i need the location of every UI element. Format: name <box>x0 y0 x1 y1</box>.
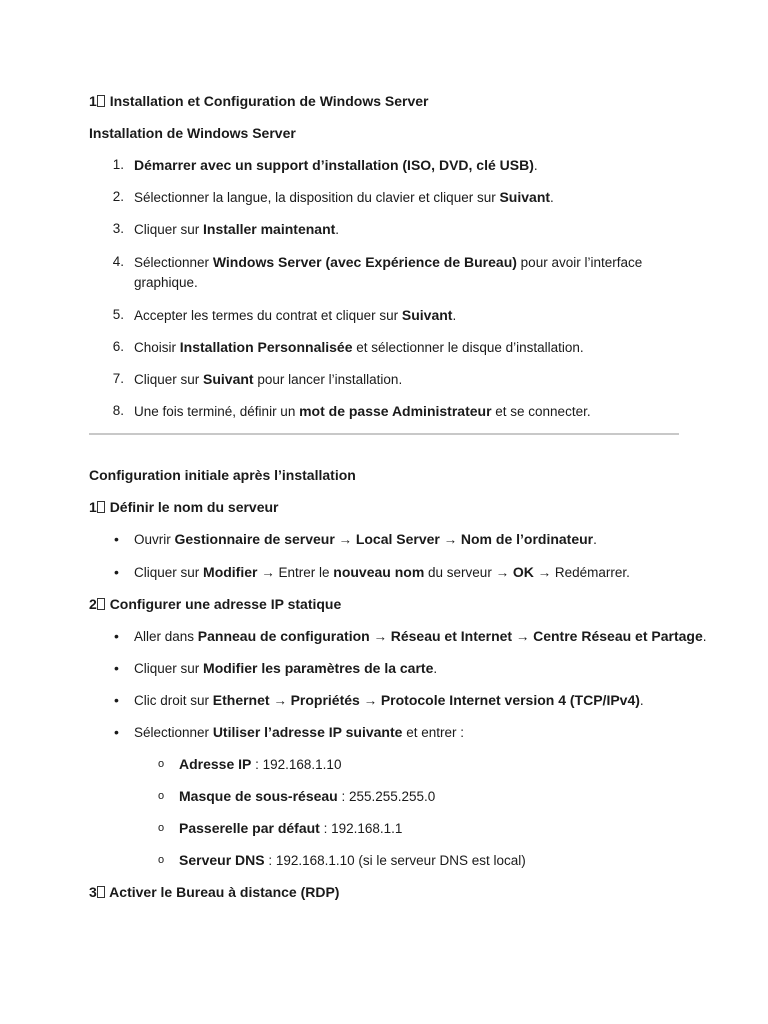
subheading-installation: Installation de Windows Server <box>89 125 296 141</box>
step-heading-server-name: 1 Définir le nom du serveur <box>89 499 279 515</box>
sub-bullet-icon: o <box>158 758 165 770</box>
main-heading: 1 Installation et Configuration de Windows Server <box>89 93 429 109</box>
bullet-icon: • <box>114 724 119 740</box>
missing-glyph-icon <box>97 598 105 610</box>
step-heading-static-ip: 2 Configurer une adresse IP statique <box>89 596 342 612</box>
bullet-icon: • <box>114 660 119 676</box>
missing-glyph-icon <box>97 501 105 513</box>
document-page: 1 Installation et Configuration de Windows Server Installation de Windows Server 1. Démarrer avec un support d’installation (ISO, DVD, clé USB). 2. Sélectionner la langue, la disposition du clavier et cliquer sur Suivant. 3. Cliquer sur Installer maintenant. 4. Sélectionner Windows Server (avec Expérience de Bureau) pour avoir l’interface graphique. 5. Accepter les termes du contrat et cliquer sur Suivant. 6. Choisir Installation Personnalisée et sélectionner le disque d’installation. 7. Cliquer sur Suivant pour lancer l’installation. 8. Une fois terminé, définir un mot de passe Administrateur et se connecter. Configuration initiale après l’installation 1 Définir le nom du serveur • Ouvrir Gestionnaire de serveur → Local Server → Nom de l’ordinateur. • Cliquer sur Modifier → Entrer le nouveau nom du serveur → OK → Redémarrer. 2 Configurer une adresse IP statique • Aller dans Panneau de configuration → Réseau et Internet → Centre Réseau et Partage. • Cliquer sur Modifier les paramètres de la carte. • Clic droit sur Ethernet → Propriétés → Protocole Internet version 4 (TCP/IPv4). • Sélectionner Utiliser l’adresse IP suivante et entrer : o Adresse IP : 192.168.1.10 o Masque de sous-réseau : 255.255.255.0 o Passerelle par défaut : 192.168.1.1 o Serveur DNS : 192.168.1.10 (si le serveur DNS est local) 3 Activer le Bureau à distance (RDP) <box>89 93 707 900</box>
subheading-configuration: Configuration initiale après l’installation <box>89 467 356 483</box>
bullet-icon: • <box>114 531 119 547</box>
horizontal-divider <box>89 433 679 435</box>
bullet-icon: • <box>114 564 119 580</box>
sub-bullet-icon: o <box>158 790 165 802</box>
sub-bullet-icon: o <box>158 854 165 866</box>
missing-glyph-icon <box>97 886 105 898</box>
bullet-icon: • <box>114 628 119 644</box>
bullet-icon: • <box>114 692 119 708</box>
sub-bullet-icon: o <box>158 822 165 834</box>
step-heading-rdp: 3 Activer le Bureau à distance (RDP) <box>89 884 340 900</box>
missing-glyph-icon <box>97 95 105 107</box>
